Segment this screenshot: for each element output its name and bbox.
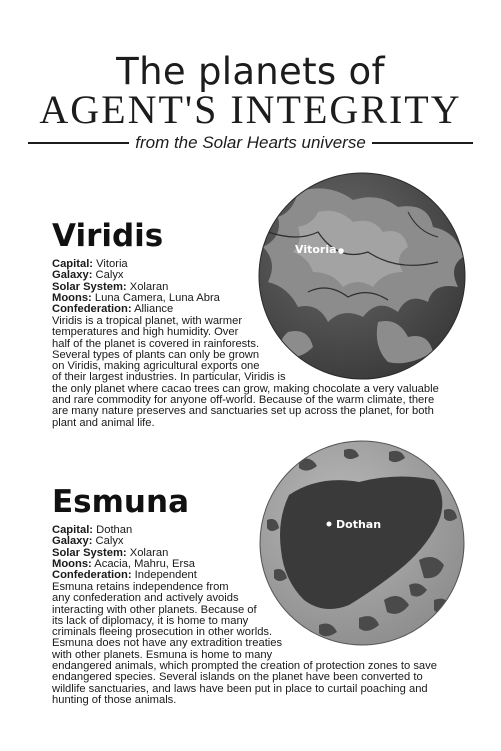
subtitle-rule-right (372, 142, 473, 144)
description-line: on Viridis, making agricultural exports one (52, 360, 260, 373)
description-line: endangered species. Several islands on the planet have been converted to (52, 671, 423, 684)
fact-row: Moons: Acacia, Mahru, Ersa (52, 557, 196, 570)
description-line: wildlife sanctuaries, and laws have been put in place to curtail poaching and (52, 682, 428, 695)
fact-row: Solar System: Xolaran (52, 546, 169, 559)
subtitle: from the Solar Hearts universe (135, 133, 366, 152)
description-line: Viridis is a tropical planet, with warmer (52, 315, 243, 327)
title-line-2: AGENT'S INTEGRITY (39, 87, 462, 132)
description-line: are many nature preserves and sanctuaries set up across the planet, for both (52, 405, 434, 418)
description-line: plant and animal life. (52, 416, 155, 429)
vitoria-map-label: Vitoria (295, 243, 337, 256)
fact-row: Capital: Vitoria (52, 258, 128, 270)
dothan-marker (327, 522, 332, 527)
description-line: any confederation and actively avoids (52, 592, 239, 605)
fact-row: Solar System: Xolaran (52, 280, 169, 293)
description-line: Esmuna retains independence from (52, 581, 229, 593)
description-line: hunting of those animals. (52, 693, 177, 706)
title-line-1: The planets of (116, 50, 385, 93)
fact-row: Galaxy: Calyx (52, 535, 124, 548)
vitoria-marker (338, 248, 344, 254)
fact-row: Galaxy: Calyx (52, 269, 124, 282)
description-line: endangered animals, which prompted the creation of protection zones to save (52, 660, 437, 673)
description-line: interacting with other planets. Because of (52, 603, 257, 616)
description-line: criminals fleeing prosecution in other worlds. (52, 626, 273, 639)
fact-row: Confederation: Alliance (52, 303, 174, 316)
description-line: with other planets. Esmuna is home to many (52, 648, 273, 661)
description-line: the only planet where cacao trees can grow, making chocolate a very valuable (52, 382, 439, 395)
subtitle-rule-left (28, 142, 129, 144)
description-line: Esmuna does not have any extradition treaties (52, 637, 283, 650)
esmuna-description (52, 582, 472, 706)
fact-row: Confederation: Independent (52, 569, 197, 582)
description-line: half of the planet is covered in rainforests. (52, 337, 260, 350)
description-line: its lack of diplomacy, it is home to many (52, 614, 249, 627)
dothan-map-label: Dothan (336, 518, 382, 531)
fact-row: Capital: Dothan (52, 524, 133, 536)
fact-row: Moons: Luna Camera, Luna Abra (52, 291, 220, 304)
viridis-facts (52, 259, 220, 315)
esmuna-facts (52, 525, 197, 581)
viridis-description (52, 316, 472, 429)
subtitle-row (28, 132, 473, 154)
planet-name-esmuna: Esmuna (52, 484, 189, 520)
description-line: temperatures and high humidity. Over (52, 326, 239, 339)
description-line: of their largest industries. In particular, Viridis is (52, 371, 286, 384)
planet-name-viridis: Viridis (52, 218, 164, 254)
description-line: Several types of plants can only be grown (52, 348, 260, 361)
description-line: and rare commodity for anyone off-world. Because of the warm climate, there (52, 394, 435, 407)
